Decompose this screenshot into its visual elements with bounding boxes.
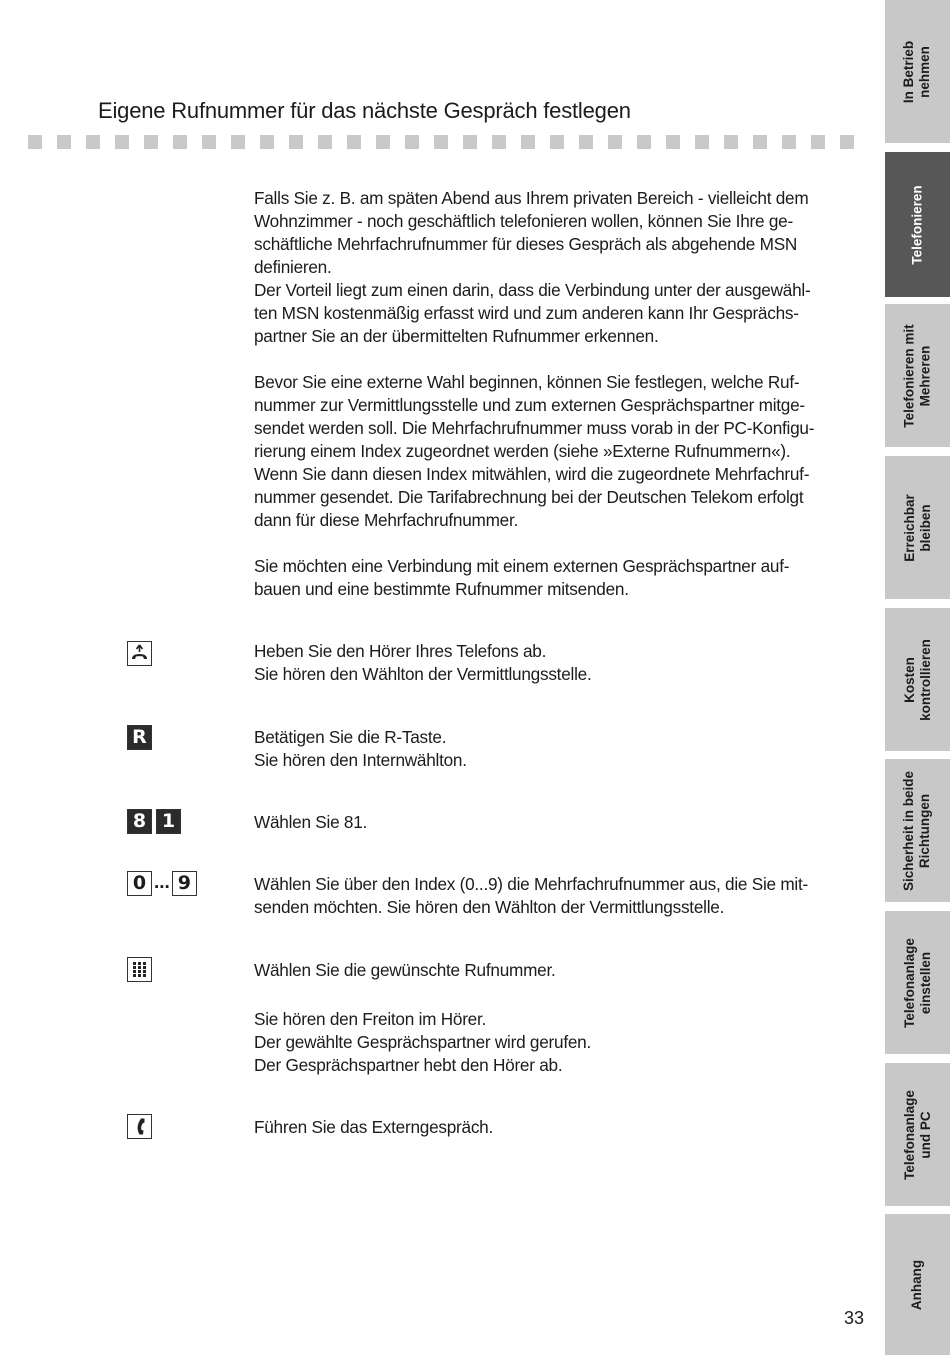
step-3-icon bbox=[127, 809, 181, 834]
tab-telefonanlage-und-pc[interactable]: Telefonanlage und PC bbox=[885, 1063, 950, 1206]
step-2-text: Betätigen Sie die R-Taste. Sie hören den Internwählton. bbox=[254, 727, 467, 770]
range-dots: ... bbox=[154, 872, 170, 893]
tab-erreichbar-bleiben[interactable]: Erreichbar bleiben bbox=[885, 456, 950, 599]
intro-paragraph-1: Falls Sie z. B. am späten Abend aus Ihrem privaten Bereich - vielleicht dem Wohnzimmer - noch geschäftlich telefonieren wollen, können Sie Ihre ge- schäftliche Mehrfachrufnummer für dieses Gespräch als abgehende MSN definieren. Der Vorteil liegt zum einen darin, dass die Verbindung unter der ausgewähl- ten MSN kostenmäßig erfasst wird und zum anderen kann Ihr Gesprächs- partner Sie an der übermittelten Rufnummer erkennen. bbox=[254, 188, 811, 346]
step-1-icon bbox=[127, 641, 152, 666]
step-6-icon bbox=[127, 1114, 152, 1139]
digit-key: 1 bbox=[156, 809, 181, 834]
tab-telefonanlage-einstellen[interactable]: Telefonanlage einstellen bbox=[885, 911, 950, 1054]
tab-telefonieren[interactable]: Telefonieren bbox=[885, 152, 950, 297]
keypad-icon bbox=[127, 957, 152, 982]
digit-key-9: 9 bbox=[172, 871, 197, 896]
step-4-icon bbox=[127, 871, 197, 896]
digit-key-0: 0 bbox=[127, 871, 152, 896]
intro-paragraph-2: Bevor Sie eine externe Wahl beginnen, können Sie festlegen, welche Ruf- nummer zur Vermittlungsstelle und zum externen Gesprächspartner mitge- sendet werden soll. Die Mehrfachrufnummer muss vorab in der PC-Konfigu- rierung einem Index zugeordnet werden (siehe »Externe Rufnummern«). Wenn Sie dann diesen Index mitwählen, wird die zugeordnete Mehrfachruf- nummer gesendet. Die Tarifabrechnung bei der Deutschen Telekom erfolgt dann für diese Mehrfachrufnummer. bbox=[254, 372, 815, 530]
step-5-text: Wählen Sie die gewünschte Rufnummer. bbox=[254, 960, 556, 980]
title-underline-squares bbox=[28, 135, 858, 149]
tab-telefonieren-mit-mehreren[interactable]: Telefonieren mit Mehreren bbox=[885, 304, 950, 447]
tab-in-betrieb-nehmen[interactable]: In Betrieb nehmen bbox=[885, 0, 950, 143]
step-2-icon bbox=[127, 725, 152, 750]
digit-key: 8 bbox=[127, 809, 152, 834]
intro-paragraph-3: Sie möchten eine Verbindung mit einem externen Gesprächspartner auf- bauen und eine bestimmte Rufnummer mitsenden. bbox=[254, 556, 790, 599]
step-5-icon bbox=[127, 957, 152, 982]
tab-anhang[interactable]: Anhang bbox=[885, 1214, 950, 1355]
step-1-text: Heben Sie den Hörer Ihres Telefons ab. Sie hören den Wählton der Vermittlungsstelle. bbox=[254, 641, 592, 684]
page-title: Eigene Rufnummer für das nächste Gespräch festlegen bbox=[98, 98, 631, 123]
step-5-extra-text: Sie hören den Freiton im Hörer. Der gewählte Gesprächspartner wird gerufen. Der Gesprächspartner hebt den Hörer ab. bbox=[254, 1009, 591, 1075]
step-3-text: Wählen Sie 81. bbox=[254, 812, 368, 832]
tab-sicherheit-in-beide-richtungen[interactable]: Sicherheit in beide Richtungen bbox=[885, 759, 950, 902]
tab-kosten-kontrollieren[interactable]: Kosten kontrollieren bbox=[885, 608, 950, 751]
r-key: R bbox=[127, 725, 152, 750]
page-number: 33 bbox=[844, 1308, 865, 1328]
handset-lift-icon bbox=[127, 641, 152, 666]
step-4-text: Wählen Sie über den Index (0...9) die Mehrfachrufnummer aus, die Sie mit- senden möchten. Sie hören den Wählton der Vermittlungsstelle. bbox=[254, 874, 808, 917]
handset-talk-icon bbox=[127, 1114, 152, 1139]
step-6-text: Führen Sie das Externgespräch. bbox=[254, 1117, 493, 1137]
